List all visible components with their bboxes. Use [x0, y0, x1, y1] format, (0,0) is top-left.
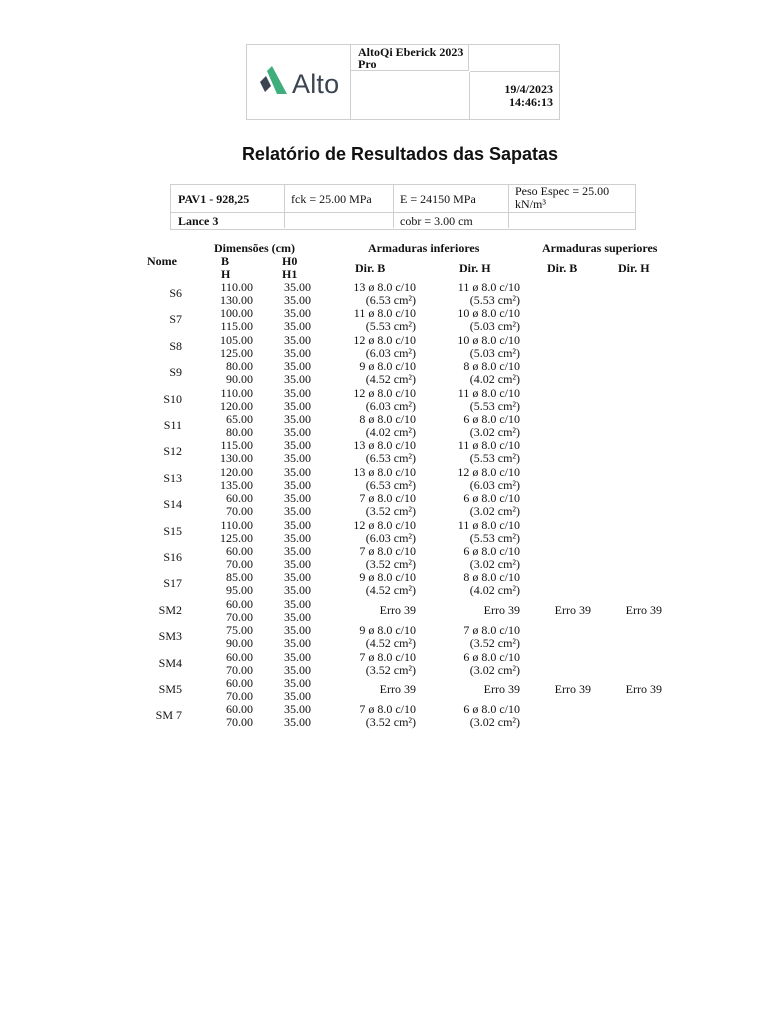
inf-dir-h-area: (5.03 cm²) [469, 319, 520, 334]
sapata-name: SM2 [158, 602, 182, 617]
e-value: E = 24150 MPa [400, 192, 476, 206]
col-nome: Nome [147, 254, 177, 268]
dim-h: 115.00 [220, 319, 253, 334]
sapata-name: S15 [163, 523, 182, 538]
inf-dir-b-area: (6.53 cm²) [365, 477, 416, 492]
dim-h0: 35.00 [284, 306, 311, 321]
table-row [0, 651, 768, 677]
dim-b: 60.00 [226, 596, 253, 611]
dim-h1: 35.00 [284, 293, 311, 307]
sapata-name: SM 7 [155, 708, 182, 723]
inf-dir-b-bars: 12 ø 8.0 c/10 [353, 517, 416, 532]
dim-h0: 35.00 [284, 438, 311, 453]
sapata-name: S6 [169, 286, 182, 300]
dim-b: 75.00 [226, 623, 253, 638]
inf-dir-b-bars: 9 ø 8.0 c/10 [359, 359, 416, 374]
dim-h0: 35.00 [284, 649, 311, 664]
inf-dir-h-area: (4.02 cm²) [469, 372, 520, 387]
sapata-name: S10 [163, 391, 182, 406]
dim-h0: 35.00 [284, 491, 311, 506]
inf-dir-b-bars: 7 ø 8.0 c/10 [359, 491, 416, 506]
table-row [0, 677, 768, 703]
inf-dir-b-bars: 12 ø 8.0 c/10 [353, 385, 416, 400]
inf-dir-h-bars: 6 ø 8.0 c/10 [463, 702, 520, 717]
sapata-name: S13 [163, 470, 182, 485]
inf-dir-b-area: (6.53 cm²) [365, 293, 416, 307]
inf-dir-h-bars: 8 ø 8.0 c/10 [463, 570, 520, 585]
dim-h0: 35.00 [284, 280, 311, 294]
inf-dir-b-bars: 7 ø 8.0 c/10 [359, 702, 416, 717]
table-row [0, 545, 768, 571]
dim-h1: 35.00 [284, 372, 311, 387]
table-row [0, 571, 768, 597]
dim-h: 70.00 [226, 557, 253, 571]
inf-dir-b-area: (4.52 cm²) [365, 372, 416, 387]
dim-b: 110.00 [220, 517, 253, 532]
col-h0: H0 [282, 254, 298, 268]
inf-dir-h-area: (3.02 cm²) [469, 557, 520, 571]
dim-b: 100.00 [220, 306, 253, 321]
dim-b: 60.00 [226, 491, 253, 506]
dim-h: 95.00 [226, 583, 253, 598]
inf-dir-h-area: (5.53 cm²) [469, 398, 520, 413]
dim-h: 130.00 [220, 451, 253, 466]
inf-dir-b-error: Erro 39 [379, 602, 416, 617]
inf-dir-h-bars: 11 ø 8.0 c/10 [457, 517, 520, 532]
dim-h1: 35.00 [284, 609, 311, 624]
inf-dir-b-area: (6.03 cm²) [365, 345, 416, 360]
dim-h: 90.00 [226, 636, 253, 651]
inf-dir-h-area: (4.02 cm²) [469, 583, 520, 598]
sapata-name: S16 [163, 550, 182, 564]
dim-h1: 35.00 [284, 583, 311, 598]
report-header [246, 44, 560, 120]
inf-dir-h-bars: 12 ø 8.0 c/10 [457, 464, 520, 479]
inf-dir-h-area: (5.03 cm²) [469, 345, 520, 360]
table-row [0, 598, 768, 624]
inf-dir-b-bars: 12 ø 8.0 c/10 [353, 332, 416, 347]
table-row [0, 387, 768, 413]
inf-dir-b-area: (6.03 cm²) [365, 398, 416, 413]
sapata-name: S11 [163, 418, 182, 432]
dim-h: 125.00 [220, 345, 253, 360]
dim-b: 80.00 [226, 359, 253, 374]
sup-dir-h-error: Erro 39 [625, 682, 662, 696]
dim-h: 70.00 [226, 609, 253, 624]
sapata-name: SM3 [158, 629, 182, 644]
sapata-name: S7 [169, 312, 182, 327]
sapata-name: S17 [163, 576, 182, 591]
page-title: Relatório de Resultados das Sapatas [241, 144, 559, 164]
col-dimensoes: Dimensões (cm) [214, 241, 295, 255]
dim-h: 135.00 [220, 477, 253, 492]
inf-dir-h-bars: 6 ø 8.0 c/10 [463, 649, 520, 664]
inf-dir-h-bars: 10 ø 8.0 c/10 [457, 332, 520, 347]
dim-h1: 35.00 [284, 689, 311, 703]
sapata-name: S9 [169, 365, 182, 380]
inf-dir-h-area: (3.02 cm²) [469, 425, 520, 439]
sapata-name: S12 [163, 444, 182, 459]
inf-dir-b-area: (6.53 cm²) [365, 451, 416, 466]
inf-dir-b-area: (3.52 cm²) [365, 662, 416, 677]
dim-b: 115.00 [220, 438, 253, 453]
dim-b: 110.00 [220, 385, 253, 400]
inf-dir-b-bars: 9 ø 8.0 c/10 [359, 570, 416, 585]
dim-h1: 35.00 [284, 398, 311, 413]
dim-b: 60.00 [226, 544, 253, 558]
project-info-table [170, 184, 636, 230]
dim-h1: 35.00 [284, 451, 311, 466]
inf-dir-b-area: (3.52 cm²) [365, 715, 416, 730]
dim-b: 65.00 [226, 412, 253, 426]
report-date: 19/4/2023 [504, 82, 553, 96]
dim-h0: 35.00 [284, 596, 311, 611]
dim-h: 90.00 [226, 372, 253, 387]
header-empty-cell [351, 72, 470, 119]
sapata-name: S14 [163, 497, 182, 512]
sup-dir-b-error: Erro 39 [554, 602, 591, 617]
inf-dir-h-area: (6.03 cm²) [469, 477, 520, 492]
inf-dir-b-area: (5.53 cm²) [365, 319, 416, 334]
inf-dir-h-bars: 11 ø 8.0 c/10 [457, 385, 520, 400]
inf-dir-b-bars: 13 ø 8.0 c/10 [353, 280, 416, 294]
table-row [0, 439, 768, 465]
dim-h: 70.00 [226, 504, 253, 519]
sup-dir-b-error: Erro 39 [554, 682, 591, 696]
inf-dir-h-error: Erro 39 [483, 602, 520, 617]
inf-dir-b-area: (6.03 cm²) [365, 530, 416, 545]
lance-label: Lance 3 [178, 214, 219, 228]
col-inf-dir-h: Dir. H [459, 261, 491, 275]
dim-h0: 35.00 [284, 702, 311, 717]
col-inf-dir-b: Dir. B [355, 261, 386, 275]
pav-label: PAV1 - 928,25 [178, 192, 250, 206]
inf-dir-h-bars: 7 ø 8.0 c/10 [463, 623, 520, 638]
inf-dir-h-area: (3.02 cm²) [469, 662, 520, 677]
inf-dir-h-area: (3.02 cm²) [469, 504, 520, 519]
table-row [0, 703, 768, 729]
col-armaduras-inferiores: Armaduras inferiores [368, 241, 480, 255]
sapata-name: S8 [169, 338, 182, 353]
dim-h: 130.00 [220, 293, 253, 307]
logo-text: Alto [292, 69, 340, 99]
inf-dir-h-area: (5.53 cm²) [469, 530, 520, 545]
table-row [0, 492, 768, 518]
fck-value: fck = 25.00 MPa [291, 192, 372, 206]
dim-h1: 35.00 [284, 504, 311, 519]
dim-b: 60.00 [226, 649, 253, 664]
report-datetime [470, 72, 559, 119]
altoqi-logo [247, 45, 351, 119]
col-h: H [221, 267, 231, 281]
dim-h0: 35.00 [284, 570, 311, 585]
inf-dir-h-bars: 6 ø 8.0 c/10 [463, 412, 520, 426]
inf-dir-h-bars: 11 ø 8.0 c/10 [457, 280, 520, 294]
dim-h1: 35.00 [284, 477, 311, 492]
divider [171, 212, 635, 213]
product-name: AltoQi Eberick 2023 Pro [351, 45, 469, 71]
inf-dir-b-area: (3.52 cm²) [365, 504, 416, 519]
dim-h1: 35.00 [284, 319, 311, 334]
col-sup-dir-h: Dir. H [618, 261, 650, 275]
inf-dir-b-bars: 13 ø 8.0 c/10 [353, 464, 416, 479]
dim-h0: 35.00 [284, 544, 311, 558]
inf-dir-b-error: Erro 39 [379, 682, 416, 696]
dim-h0: 35.00 [284, 385, 311, 400]
dim-h1: 35.00 [284, 557, 311, 571]
inf-dir-h-area: (3.02 cm²) [469, 715, 520, 730]
dim-h0: 35.00 [284, 623, 311, 638]
dim-h: 80.00 [226, 425, 253, 439]
dim-h1: 35.00 [284, 636, 311, 651]
inf-dir-h-area: (5.53 cm²) [469, 293, 520, 307]
dim-b: 60.00 [226, 702, 253, 717]
sapata-name: SM4 [158, 655, 182, 670]
col-armaduras-superiores: Armaduras superiores [542, 241, 658, 255]
inf-dir-h-bars: 6 ø 8.0 c/10 [463, 491, 520, 506]
report-time: 14:46:13 [509, 95, 553, 109]
sup-dir-h-error: Erro 39 [625, 602, 662, 617]
table-row [0, 307, 768, 333]
dim-b: 105.00 [220, 332, 253, 347]
inf-dir-h-bars: 8 ø 8.0 c/10 [463, 359, 520, 374]
inf-dir-b-bars: 13 ø 8.0 c/10 [353, 438, 416, 453]
inf-dir-b-bars: 7 ø 8.0 c/10 [359, 544, 416, 558]
table-row [0, 334, 768, 360]
inf-dir-b-area: (4.52 cm²) [365, 583, 416, 598]
inf-dir-b-bars: 11 ø 8.0 c/10 [353, 306, 416, 321]
col-b: B [221, 254, 230, 268]
dim-h1: 35.00 [284, 662, 311, 677]
dim-h0: 35.00 [284, 359, 311, 374]
table-row [0, 281, 768, 307]
dim-h0: 35.00 [284, 332, 311, 347]
inf-dir-h-area: (3.52 cm²) [469, 636, 520, 651]
dim-h1: 35.00 [284, 345, 311, 360]
table-row [0, 466, 768, 492]
dim-h1: 35.00 [284, 530, 311, 545]
inf-dir-h-error: Erro 39 [483, 682, 520, 696]
table-row [0, 360, 768, 386]
dim-h: 70.00 [226, 662, 253, 677]
peso-espec-value: Peso Espec = 25.00 kN/m³ [515, 184, 610, 211]
dim-h1: 35.00 [284, 425, 311, 439]
cobr-value: cobr = 3.00 cm [400, 214, 473, 228]
sapata-name: SM5 [158, 682, 182, 696]
table-row [0, 624, 768, 650]
dim-h0: 35.00 [284, 464, 311, 479]
dim-h1: 35.00 [284, 715, 311, 730]
dim-h: 70.00 [226, 689, 253, 703]
inf-dir-b-area: (3.52 cm²) [365, 557, 416, 571]
inf-dir-b-bars: 9 ø 8.0 c/10 [359, 623, 416, 638]
dim-b: 60.00 [226, 676, 253, 690]
header-empty-cell [470, 45, 559, 72]
dim-h: 125.00 [220, 530, 253, 545]
inf-dir-h-bars: 10 ø 8.0 c/10 [457, 306, 520, 321]
inf-dir-b-area: (4.52 cm²) [365, 636, 416, 651]
dim-b: 85.00 [226, 570, 253, 585]
inf-dir-b-area: (4.02 cm²) [365, 425, 416, 439]
table-row [0, 413, 768, 439]
inf-dir-b-bars: 7 ø 8.0 c/10 [359, 649, 416, 664]
inf-dir-h-bars: 6 ø 8.0 c/10 [463, 544, 520, 558]
dim-b: 110.00 [220, 280, 253, 294]
col-sup-dir-b: Dir. B [547, 261, 578, 275]
col-h1: H1 [282, 267, 298, 281]
dim-h0: 35.00 [284, 412, 311, 426]
dim-h0: 35.00 [284, 676, 311, 690]
dim-h: 120.00 [220, 398, 253, 413]
inf-dir-h-bars: 11 ø 8.0 c/10 [457, 438, 520, 453]
table-row [0, 519, 768, 545]
dim-h0: 35.00 [284, 517, 311, 532]
inf-dir-h-area: (5.53 cm²) [469, 451, 520, 466]
dim-b: 120.00 [220, 464, 253, 479]
dim-h: 70.00 [226, 715, 253, 730]
inf-dir-b-bars: 8 ø 8.0 c/10 [359, 412, 416, 426]
altoqi-logo-icon [254, 65, 290, 101]
